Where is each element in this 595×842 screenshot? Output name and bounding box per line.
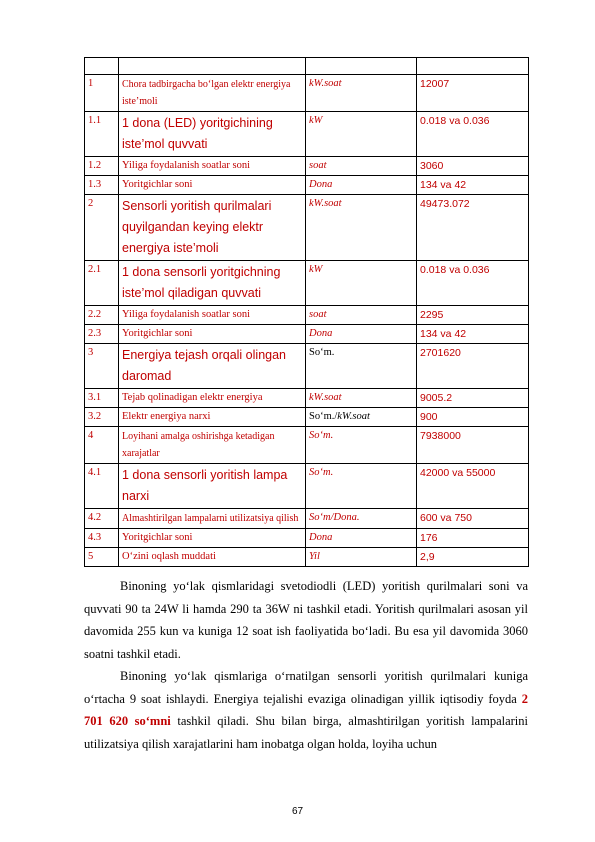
row-name: 1 dona sensorli yoritish lampa narxi [119,464,306,509]
row-name: O‘zini oqlash muddati [119,548,306,567]
paragraph-1: Binoning yo‘lak qismlaridagi svetodiodli (LED) yoritish qurilmalari soni va quvvati 90 ta 24W li hamda 290 ta 36W ni tashkil etadi. Yoritish qurilmalari asosan yil davomida 255 kun va kuniga 12 soat ish faoliyatida bo‘ladi. Bu esa yil davomida 3060 soatni tashkil etadi. [84,579,528,661]
row-number: 1.1 [85,112,119,157]
row-name: Yoritgichlar soni [119,529,306,548]
body-text [84,575,528,755]
row-unit: So‘m. [306,427,417,464]
header-cell [119,58,306,75]
row-unit-energy: kW.soat [337,411,370,422]
table-row [85,427,529,464]
table-row [85,75,529,112]
table-row [85,306,529,325]
table-row [85,408,529,427]
row-unit: So‘m/Dona. [306,509,417,529]
row-unit: Dona [306,529,417,548]
row-name: Almashtirilgan lampalarni utilizatsiya qilish [119,509,306,529]
row-number: 3 [85,344,119,389]
row-unit: Yil [306,548,417,567]
table-row [85,261,529,306]
row-number: 3.1 [85,389,119,408]
row-value: 42000 va 55000 [417,464,529,509]
row-number: 1.3 [85,176,119,195]
row-name: Yiliga foydalanish soatlar soni [119,157,306,176]
row-value: 0.018 va 0.036 [417,112,529,157]
paragraph-2 [84,665,528,755]
table-row [85,389,529,408]
row-name: Yiliga foydalanish soatlar soni [119,306,306,325]
paragraph-2-text-start: Binoning yo‘lak qismlariga o‘rnatilgan sensorli yoritish qurilmalari kuniga o‘rtacha 9 soat ishlaydi. Energiya tejalishi evaziga olinadigan yillik iqtisodiy foyda [84,669,528,706]
row-unit: soat [306,157,417,176]
row-unit: So‘m. [306,344,417,389]
row-name: Yoritgichlar soni [119,325,306,344]
row-name: Tejab qolinadigan elektr energiya [119,389,306,408]
row-value: 7938000 [417,427,529,464]
row-number: 2 [85,195,119,261]
row-value: 49473.072 [417,195,529,261]
table-row [85,464,529,509]
table-row [85,112,529,157]
row-number: 1 [85,75,119,112]
row-value: 600 va 750 [417,509,529,529]
table-row [85,344,529,389]
row-number: 3.2 [85,408,119,427]
table-row [85,325,529,344]
row-value: 2701620 [417,344,529,389]
row-name: Elektr energiya narxi [119,408,306,427]
row-unit: Dona [306,176,417,195]
row-number: 4.1 [85,464,119,509]
row-unit: kW [306,261,417,306]
row-unit: soat [306,306,417,325]
row-name: Sensorli yoritish qurilmalari quyilgandan keying elektr energiya iste’moli [119,195,306,261]
row-value: 12007 [417,75,529,112]
row-name: Yoritgichlar soni [119,176,306,195]
row-value: 9005.2 [417,389,529,408]
page-number: 67 [291,806,304,817]
row-value: 134 va 42 [417,325,529,344]
row-value: 2,9 [417,548,529,567]
row-name: Chora tadbirgacha bo‘lgan elektr energiya iste’moli [119,75,306,112]
row-unit: kW.soat [306,195,417,261]
row-number: 4.3 [85,529,119,548]
table-row [85,195,529,261]
row-number: 4.2 [85,509,119,529]
row-value: 0.018 va 0.036 [417,261,529,306]
row-number: 2.2 [85,306,119,325]
row-number: 2.1 [85,261,119,306]
paragraph-2-text-end: tashkil qiladi. Shu bilan birga, almashtirilgan yoritish lampalarini utilizatsiya qilish xarajatlarini ham inobatga olgan holda, loyiha uchun [84,714,528,751]
row-unit: kW [306,112,417,157]
row-name: Energiya tejash orqali olingan daromad [119,344,306,389]
header-cell [306,58,417,75]
row-number: 4 [85,427,119,464]
row-number: 5 [85,548,119,567]
table-row [85,548,529,567]
row-unit-currency: So‘m./ [309,411,338,422]
row-name: 1 dona sensorli yoritgichning iste’mol qiladigan quvvati [119,261,306,306]
table-row [85,176,529,195]
row-name: 1 dona (LED) yoritgichining iste’mol quvvati [119,112,306,157]
row-value: 3060 [417,157,529,176]
row-unit [306,408,417,427]
row-number: 2.3 [85,325,119,344]
row-unit: So‘m. [306,464,417,509]
energy-savings-table [84,57,529,567]
row-unit: Dona [306,325,417,344]
table-row [85,157,529,176]
row-unit: kW.soat [306,75,417,112]
row-value: 176 [417,529,529,548]
table-header-row [85,58,529,75]
annual-benefit-highlight: 2 701 620 so‘mni [84,691,528,728]
header-cell [85,58,119,75]
row-number: 1.2 [85,157,119,176]
row-unit: kW.soat [306,389,417,408]
row-name: Loyihani amalga oshirishga ketadigan xarajatlar [119,427,306,464]
row-value: 2295 [417,306,529,325]
table-row [85,509,529,529]
row-value: 900 [417,408,529,427]
table-row [85,529,529,548]
row-value: 134 va 42 [417,176,529,195]
header-cell [417,58,529,75]
